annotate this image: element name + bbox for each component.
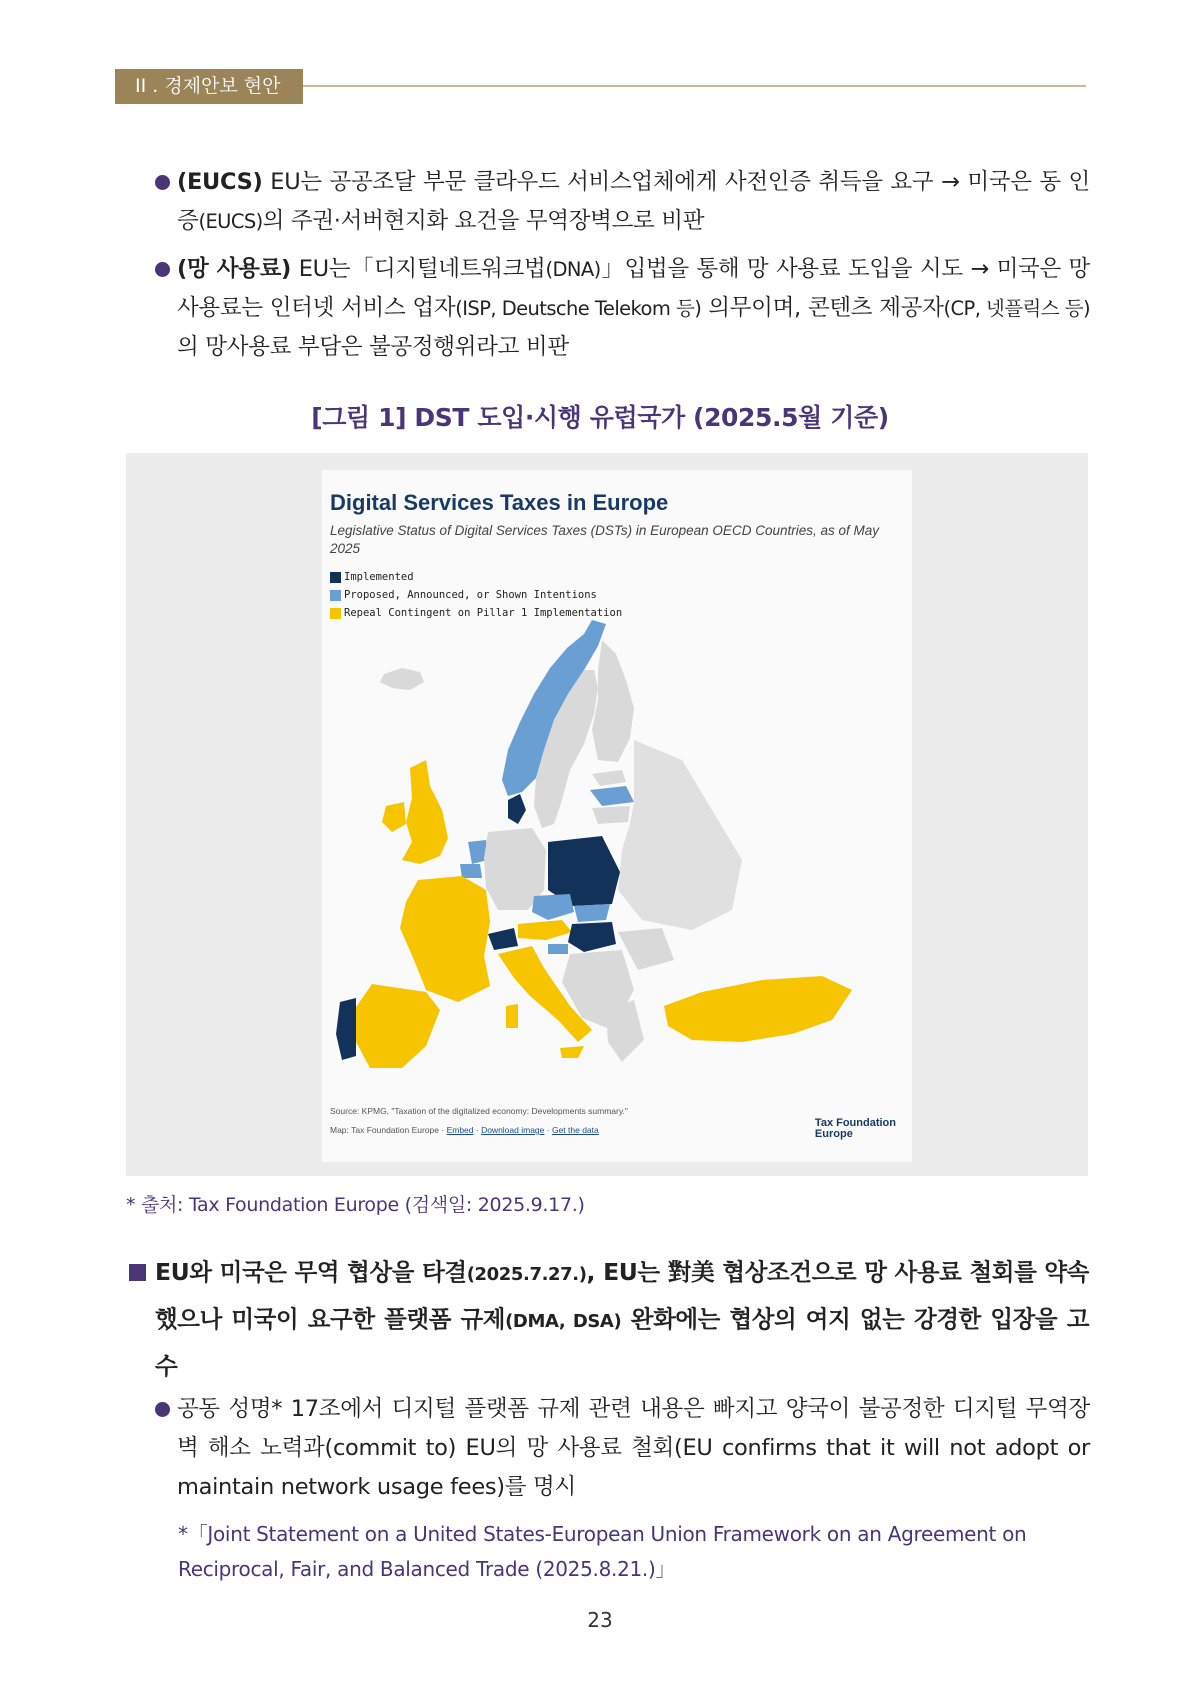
map-subtitle: Legislative Status of Digital Services Taxes (DSTs) in European OECD Countries, as of May 2025 xyxy=(330,523,879,556)
map-iceland xyxy=(380,668,424,690)
header-rule xyxy=(303,85,1086,87)
section2-text: , EU는 對美 협상조건으로 망 사용료 철회를 약속했으나 미국이 요구한 플랫폼 규제 xyxy=(155,1258,1089,1333)
figure-source-note: * 출처: Tax Foundation Europe (검색일: 2025.9.17.) xyxy=(126,1194,585,1216)
bullet-text: 공동 성명* 17조에서 디지털 플랫폼 규제 관련 내용은 빠지고 양국이 불공정한 디지털 무역장벽 해소 노력과(commit to) EU의 망 사용료 철회(EU confirms that it will not adopt or maintain network usage fees)를 명시 xyxy=(177,1396,1090,1500)
map-credits: Map: Tax Foundation Europe · Embed · Download image · Get the data xyxy=(330,1125,599,1135)
map-ireland xyxy=(382,802,406,832)
credits-prefix: Map: Tax Foundation Europe · xyxy=(330,1125,447,1135)
bullet-network-fee xyxy=(155,250,1090,367)
map-slovenia xyxy=(548,944,568,954)
map-uk xyxy=(402,760,448,864)
map-estonia xyxy=(592,770,626,786)
footnote: *「Joint Statement on a United States-European Union Framework on an Agreement on Reciprocal, Fair, and Balanced Trade (2025.8.21.)」 xyxy=(178,1522,1027,1581)
bullet-lead: (망 사용료) xyxy=(177,256,292,282)
map-source: Source: KPMG, "Taxation of the digitalized economy: Developments summary." xyxy=(330,1106,628,1116)
legend-swatch xyxy=(330,590,341,601)
map-switzerland xyxy=(488,928,518,950)
map-belgium xyxy=(460,864,482,878)
map-austria xyxy=(518,920,572,940)
download-image-link[interactable]: Download image xyxy=(481,1125,545,1135)
get-data-link[interactable]: Get the data xyxy=(551,1125,599,1135)
map-card xyxy=(322,470,912,1162)
square-bullet-marker xyxy=(129,1264,146,1281)
bullet-text: EU는 공공조달 부문 클라우드 서비스업체에게 사전인증 취득을 요구 → 미국은 동 인증 xyxy=(177,169,1090,234)
logo-line1: Tax Foundation xyxy=(814,1117,896,1129)
page-number: 23 xyxy=(587,1608,613,1632)
section2-text: EU와 미국은 무역 협상을 타결 xyxy=(155,1258,467,1286)
map-lithuania xyxy=(592,806,630,824)
figure-caption: [그림 1] DST 도입·시행 유럽국가 (2025.5월 기준) xyxy=(311,403,889,432)
map-portugal xyxy=(336,998,356,1060)
map-france xyxy=(400,876,490,1002)
section2-text: 완화에는 협상의 여지 없는 강경한 입장을 고수 xyxy=(155,1305,1089,1380)
bullet-lead: (EUCS) xyxy=(177,169,263,195)
map-sicily xyxy=(560,1046,584,1058)
logo-line2: Europe xyxy=(814,1128,853,1140)
legend-item-proposed xyxy=(330,586,622,604)
bullet-text: 의 망사용료 부담은 불공정행위라고 비판 xyxy=(177,334,569,360)
tax-foundation-logo xyxy=(815,1118,896,1140)
map-finland xyxy=(592,640,634,762)
map-latvia xyxy=(590,786,634,806)
bullet-dot xyxy=(155,262,170,277)
map-spain xyxy=(354,984,440,1068)
map-east xyxy=(618,740,742,930)
bullet-text: 의무이며, 콘텐츠 제공자 xyxy=(701,295,944,321)
section2-small: (2025.7.27.) xyxy=(466,1264,587,1285)
map-denmark xyxy=(508,794,526,824)
square-bullet-trade-deal xyxy=(127,1250,1089,1388)
map-slovakia xyxy=(574,904,610,922)
bullet-small: (ISP, Deutsche Telekom 등) xyxy=(455,297,702,320)
bullet-small: (DNA) xyxy=(545,258,601,281)
legend-label: Repeal Contingent on Pillar 1 Implementation xyxy=(344,607,623,619)
legend-label: Implemented xyxy=(344,571,414,583)
bullet-small: (CP, 넷플릭스 등) xyxy=(943,297,1091,320)
section-tab: II . 경제안보 현안 xyxy=(115,69,303,104)
map-turkey xyxy=(664,976,852,1042)
map-greece xyxy=(606,1000,644,1062)
map-title: Digital Services Taxes in Europe xyxy=(330,490,669,515)
legend-label: Proposed, Announced, or Shown Intentions xyxy=(344,589,597,601)
section2-small: (DMA, DSA) xyxy=(505,1311,622,1332)
bullet-tail: 의 주권·서버현지화 요건을 무역장벽으로 비판 xyxy=(262,208,705,234)
bullet-small: (EUCS) xyxy=(198,210,263,233)
legend-swatch xyxy=(330,572,341,583)
bullet-dot xyxy=(155,1402,170,1417)
europe-map xyxy=(322,610,912,1090)
embed-link[interactable]: Embed xyxy=(446,1125,474,1135)
bullet-joint-statement xyxy=(155,1390,1090,1507)
bullet-dot xyxy=(155,175,170,190)
legend-item-implemented xyxy=(330,568,622,586)
bullet-eucs xyxy=(155,163,1090,241)
figure-frame xyxy=(126,453,1088,1176)
bullet-text: EU는「디지털네트워크법 xyxy=(291,256,546,282)
map-romania xyxy=(618,928,674,970)
map-hungary xyxy=(568,922,616,952)
map-czechia xyxy=(532,894,574,920)
bullet-text: 」입법을 통해 망 사용료 도입을 시도 → 미국은 망 사용료는 인터넷 서비스 업자 xyxy=(177,256,1090,321)
map-sardinia xyxy=(506,1004,518,1028)
